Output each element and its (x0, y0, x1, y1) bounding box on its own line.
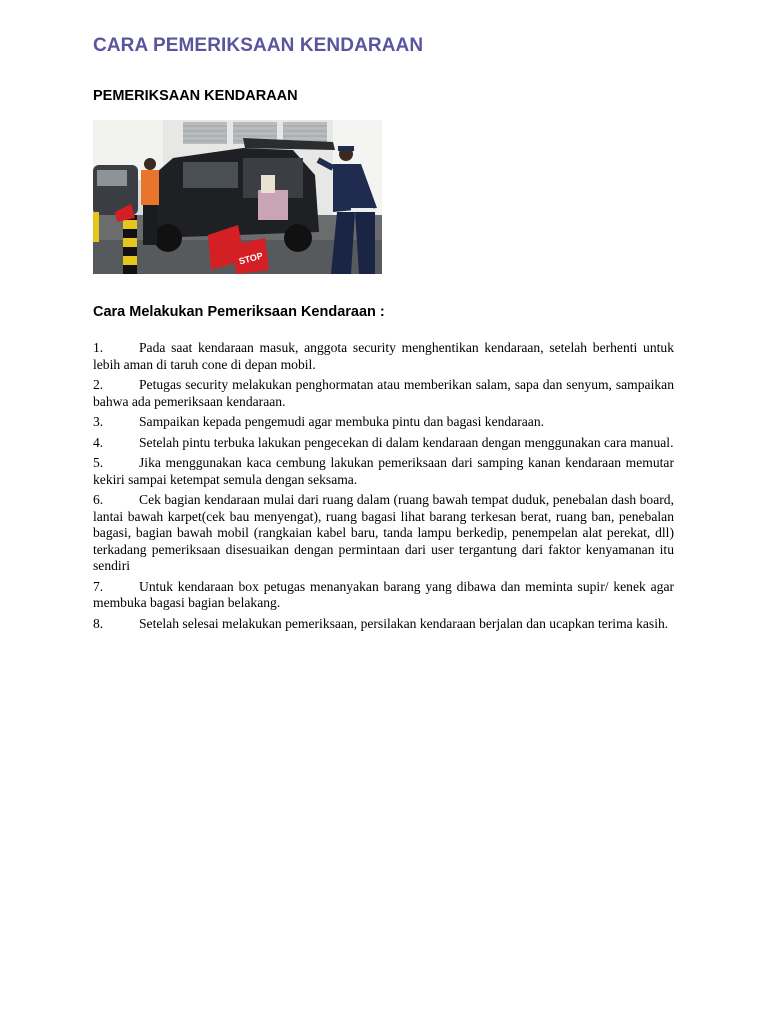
step-text: Setelah selesai melakukan pemeriksaan, persilakan kendaraan berjalan dan ucapkan terima kasih. (139, 615, 669, 631)
list-item (93, 579, 674, 612)
step-number: 2. (93, 377, 104, 392)
step-text: Setelah pintu terbuka lakukan pengecekan di dalam kendaraan dengan menggunakan cara manual. (139, 434, 674, 450)
step-text: Jika menggunakan kaca cembung lakukan pemeriksaan dari samping kanan kendaraan memutar kekiri sampai ketempat semula dengan seksama. (93, 455, 674, 487)
step-number: 4. (93, 434, 104, 450)
step-number: 8. (93, 615, 104, 631)
step-text: Petugas security melakukan penghormatan atau memberikan salam, sapa dan senyum, sampaikan bahwa ada pemeriksaan kendaraan. (93, 377, 674, 409)
list-item (93, 492, 674, 575)
step-number: 1. (93, 340, 104, 355)
step-number: 6. (93, 492, 104, 507)
step-number: 3. (93, 414, 104, 429)
list-item (93, 435, 674, 452)
step-number: 7. (93, 578, 104, 594)
document-title: CARA PEMERIKSAAN KENDARAAN (93, 35, 424, 56)
list-item (93, 455, 674, 488)
step-number: 5. (93, 455, 104, 470)
stop-sign-text: STOP (237, 250, 264, 267)
steps-heading: Cara Melakukan Pemeriksaan Kendaraan : (93, 304, 385, 320)
list-item (93, 616, 674, 633)
step-text: Pada saat kendaraan masuk, anggota security menghentikan kendaraan, setelah berhenti untuk lebih aman di taruh cone di depan mobil. (93, 340, 674, 372)
vehicle-inspection-photo (93, 120, 382, 274)
list-item (93, 414, 674, 431)
step-text: Sampaikan kepada pengemudi agar membuka pintu dan bagasi kendaraan. (139, 414, 545, 429)
list-item (93, 340, 674, 373)
section-heading: PEMERIKSAAN KENDARAAN (93, 88, 298, 104)
step-text: Cek bagian kendaraan mulai dari ruang dalam (ruang bawah tempat duduk, penebalan dash board, lantai bawah karpet(cek bau menyengat), ruang bagasi lihat barang terkesan berat, ruang ban, penebalan bagasi, bagian bawah mobil (rangkaian kabel baru, tanda lampu berkedip, penempelan alat perekat, dll) terkadang pemeriksaan disesuaikan dengan permintaan dari user tergantung dari faktor kenyamanan itu sendiri (93, 492, 674, 573)
step-text: Untuk kendaraan box petugas menanyakan barang yang dibawa dan meminta supir/ kenek agar membuka bagasi bagian belakang. (93, 578, 674, 610)
steps-list (93, 340, 674, 636)
list-item (93, 377, 674, 410)
